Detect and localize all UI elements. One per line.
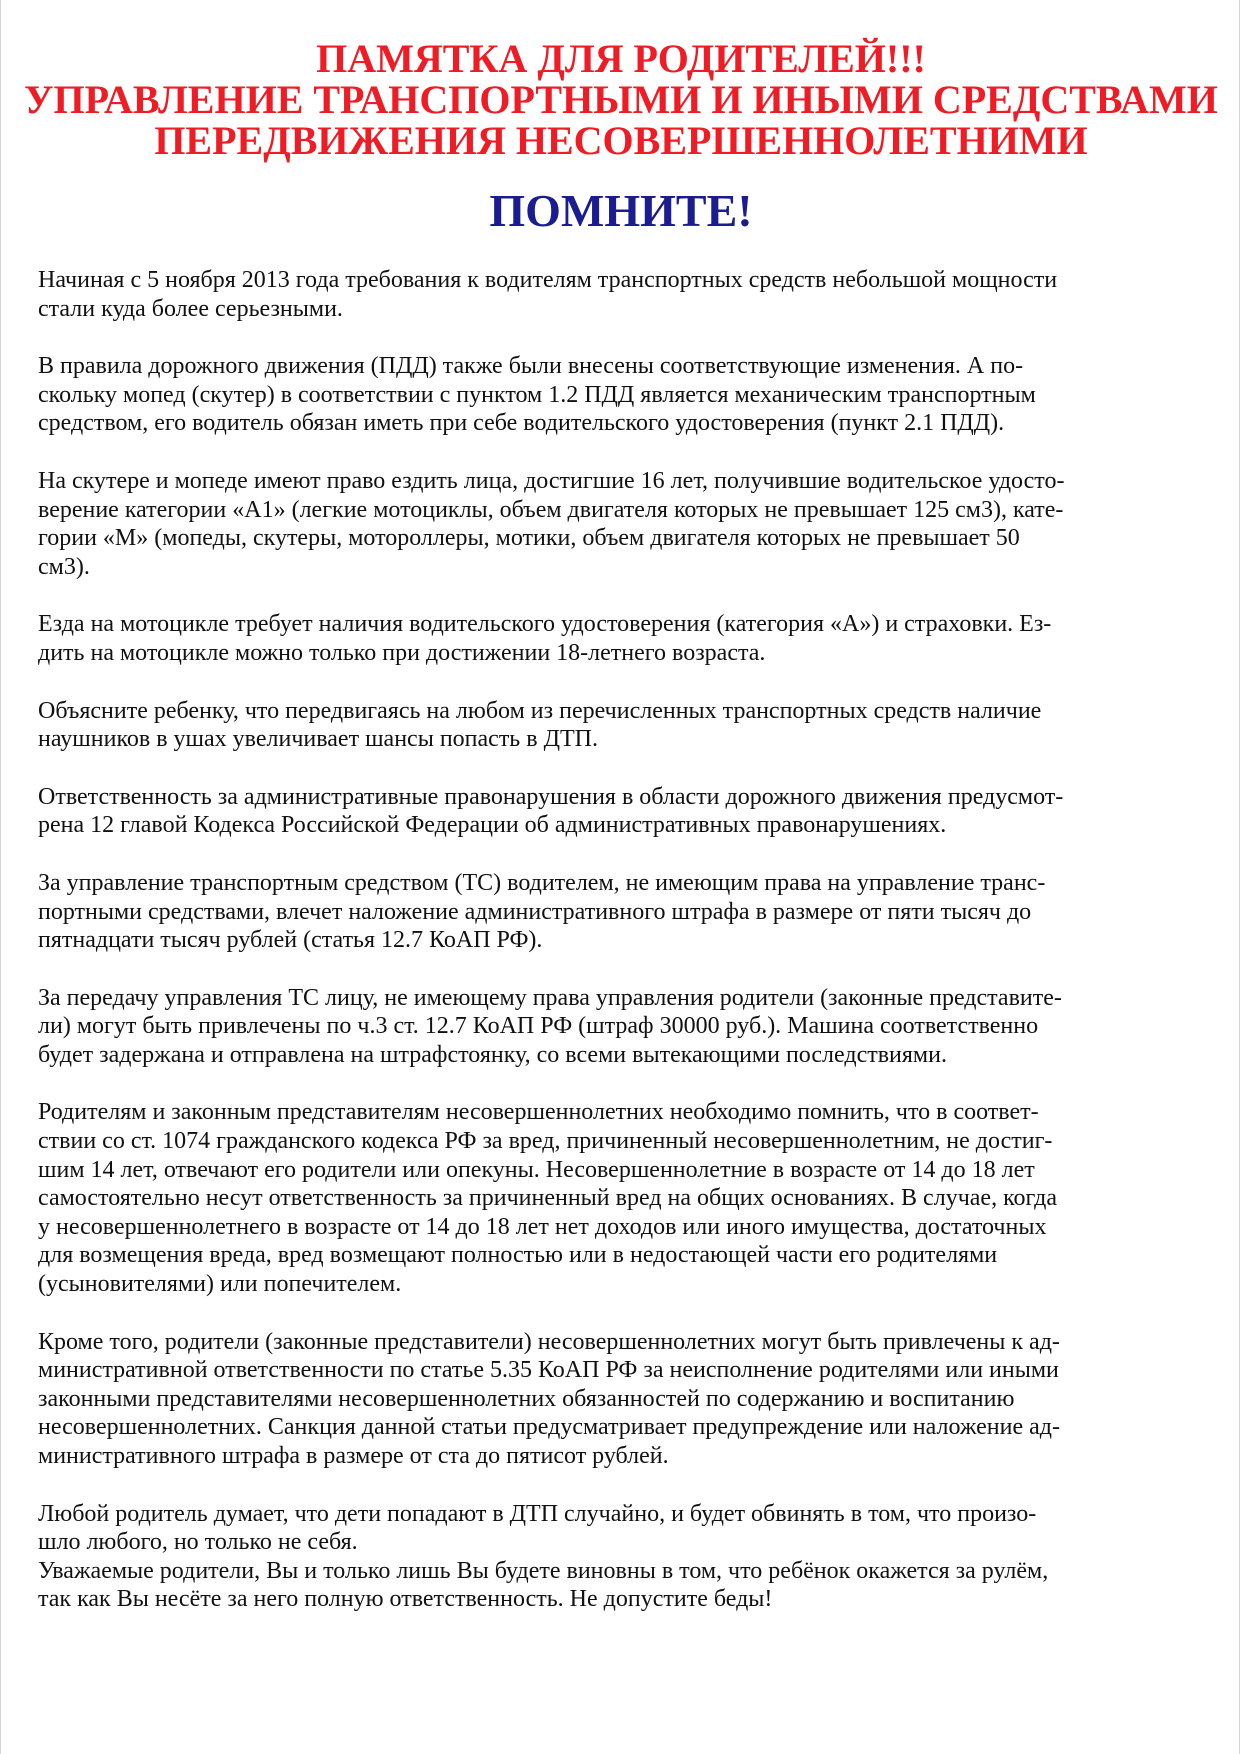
- document-body: [38, 266, 1208, 1643]
- paragraph-line: Кроме того, родители (законные представители) несовершеннолетних могут быть привлечены к ад-: [38, 1328, 1060, 1355]
- paragraph-line: шло любого, но только не себя.: [38, 1529, 358, 1556]
- paragraph-line: средством, его водитель обязан иметь при себе водительского удостоверения (пункт 2.1 ПДД).: [38, 410, 1005, 437]
- paragraph-line: Любой родитель думает, что дети попадают в ДТП случайно, и будет обвинять в том, что произо-: [38, 1500, 1037, 1527]
- paragraph-line: За передачу управления ТС лицу, не имеющему права управления родители (законные представите-: [38, 984, 1062, 1011]
- paragraph-line: На скутере и мопеде имеют право ездить лица, достигшие 16 лет, получившие водительское удосто-: [38, 467, 1065, 494]
- paragraph-line: несовершеннолетних. Санкция данной статьи предусматривает предупреждение или наложение ад-: [38, 1414, 1060, 1441]
- paragraph-line: ли) могут быть привлечены по ч.3 ст. 12.7 КоАП РФ (штраф 30000 руб.). Машина соответственно: [38, 1013, 1039, 1040]
- document-subtitle: ПОМНИТЕ!: [489, 185, 753, 236]
- body-paragraph: [38, 1328, 1208, 1471]
- paragraph-line: Езда на мотоцикле требует наличия водительского удостоверения (категория «А») и страховки. Ез-: [38, 611, 1052, 638]
- paragraph-line: стали куда более серьезными.: [38, 295, 343, 322]
- paragraph-line: шим 14 лет, отвечают его родители или опекуны. Несовершеннолетние в возрасте от 14 до 18 лет: [38, 1156, 1035, 1183]
- paragraph-line: самостоятельно несут ответственность за причиненный вред на общих основаниях. В случае, когда: [38, 1185, 1058, 1212]
- title-line: УПРАВЛЕНИЕ ТРАНСПОРТНЫМИ И ИНЫМИ СРЕДСТВАМИ: [24, 77, 1218, 122]
- body-paragraph: [38, 467, 1208, 581]
- paragraph-line: министративной ответственности по статье 5.35 КоАП РФ за неисполнение родителями или иными: [38, 1357, 1059, 1384]
- paragraph-line: пятнадцати тысяч рублей (статья 12.7 КоАП РФ).: [38, 927, 543, 954]
- paragraph-line: (усыновителями) или попечителем.: [38, 1271, 402, 1298]
- document-title: [1, 38, 1240, 161]
- paragraph-line: законными представителями несовершеннолетних обязанностей по содержанию и воспитанию: [38, 1385, 1015, 1412]
- paragraph-line: скольку мопед (скутер) в соответствии с пунктом 1.2 ПДД является механическим транспортным: [38, 381, 1036, 408]
- paragraph-line: Объясните ребенку, что передвигаясь на любом из перечисленных транспортных средств наличие: [38, 697, 1042, 724]
- paragraph-line: В правила дорожного движения (ПДД) также были внесены соответствующие изменения. А по-: [38, 353, 1024, 380]
- paragraph-line: см3).: [38, 553, 90, 580]
- paragraph-line: За управление транспортным средством (ТС) водителем, не имеющим права на управление транс-: [38, 869, 1046, 896]
- paragraph-line: дить на мотоцикле можно только при достижении 18-летнего возраста.: [38, 639, 766, 666]
- body-paragraph: [38, 1500, 1208, 1557]
- paragraph-line: наушников в ушах увеличивает шансы попасть в ДТП.: [38, 726, 598, 753]
- paragraph-line: ствии со ст. 1074 гражданского кодекса РФ за вред, причиненный несовершеннолетним, не достиг-: [38, 1128, 1053, 1155]
- title-line: ПЕРЕДВИЖЕНИЯ НЕСОВЕРШЕННОЛЕТНИМИ: [154, 118, 1088, 163]
- paragraph-line: так как Вы несёте за него полную ответственность. Не допустите беды!: [38, 1586, 773, 1613]
- paragraph-line: Ответственность за административные правонарушения в области дорожного движения предусмот-: [38, 783, 1064, 810]
- paragraph-line: Родителям и законным представителям несовершеннолетних необходимо помнить, что в соответ-: [38, 1099, 1039, 1126]
- body-paragraph: [38, 1557, 1208, 1614]
- body-paragraph: [38, 352, 1208, 438]
- body-paragraph: [38, 610, 1208, 667]
- body-paragraph: [38, 1098, 1208, 1298]
- paragraph-line: будет задержана и отправлена на штрафстоянку, со всеми вытекающими последствиями.: [38, 1041, 947, 1068]
- title-line: ПАМЯТКА ДЛЯ РОДИТЕЛЕЙ!!!: [316, 36, 926, 81]
- body-paragraph: [38, 697, 1208, 754]
- paragraph-line: гории «М» (мопеды, скутеры, мотороллеры, мотики, объем двигателя которых не превышает 50: [38, 525, 1020, 552]
- body-paragraph: [38, 266, 1208, 323]
- paragraph-line: верение категории «А1» (легкие мотоциклы, объем двигателя которых не превышает 125 см3), кате-: [38, 496, 1064, 523]
- body-paragraph: [38, 984, 1208, 1070]
- body-paragraph: [38, 869, 1208, 955]
- paragraph-line: рена 12 главой Кодекса Российской Федерации об административных правонарушениях.: [38, 812, 947, 839]
- body-paragraph: [38, 783, 1208, 840]
- paragraph-line: Уважаемые родители, Вы и только лишь Вы будете виновны в том, что ребёнок окажется за рулём,: [38, 1557, 1049, 1584]
- paragraph-line: портными средствами, влечет наложение административного штрафа в размере от пяти тысяч до: [38, 898, 1032, 925]
- paragraph-line: Начиная с 5 ноября 2013 года требования к водителям транспортных средств небольшой мощности: [38, 267, 1058, 293]
- paragraph-line: министративного штрафа в размере от ста до пятисот рублей.: [38, 1443, 669, 1469]
- paragraph-line: у несовершеннолетнего в возрасте от 14 до 18 лет нет доходов или иного имущества, достаточных: [38, 1213, 1047, 1240]
- paragraph-line: для возмещения вреда, вред возмещают полностью или в недостающей части его родителями: [38, 1242, 998, 1269]
